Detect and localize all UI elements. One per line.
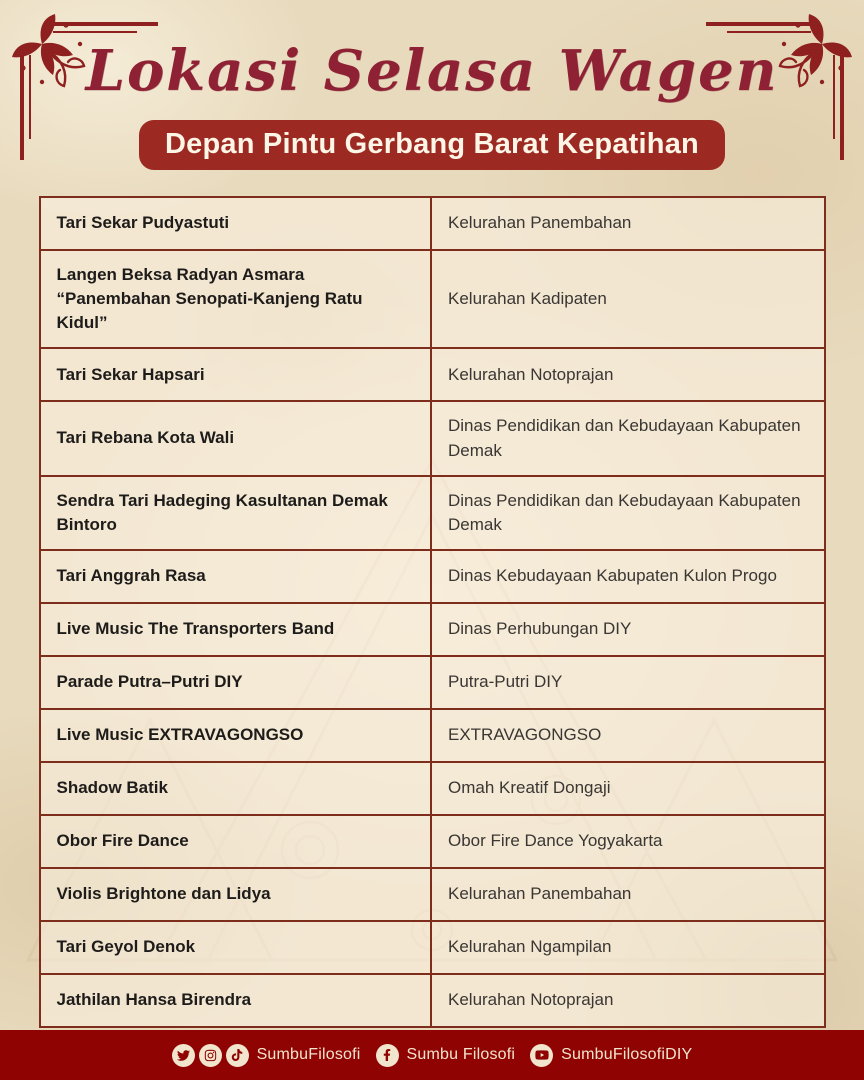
facebook-icon [376, 1044, 399, 1067]
performance-cell: Tari Sekar Hapsari [41, 349, 433, 400]
social-handle-label: SumbuFilosofi [256, 1046, 361, 1063]
organizer-cell: Kelurahan Panembahan [448, 884, 632, 904]
performance-cell: Langen Beksa Radyan Asmara “Panembahan Senopati-Kanjeng Ratu Kidul” [41, 251, 433, 347]
organizer-cell: Dinas Kebudayaan Kabupaten Kulon Progo [448, 566, 777, 586]
social-group-youtube [530, 1044, 692, 1067]
table-row [41, 349, 824, 402]
organizer-cell: EXTRAVAGONGSO [448, 725, 602, 745]
instagram-icon [199, 1044, 222, 1067]
table-row [41, 975, 824, 1026]
table-row [41, 763, 824, 816]
organizer-cell: Kelurahan Notoprajan [448, 990, 614, 1010]
performance-cell: Shadow Batik [41, 763, 433, 814]
performance-cell: Live Music The Transporters Band [41, 604, 433, 655]
organizer-cell: Dinas Perhubungan DIY [448, 619, 632, 639]
organizer-cell: Dinas Pendidikan dan Kebudayaan Kabupaten Demak [448, 490, 801, 534]
organizer-cell: Omah Kreatif Dongaji [448, 778, 611, 798]
youtube-icon [530, 1044, 553, 1067]
twitter-icon [172, 1044, 195, 1067]
table-row [41, 551, 824, 604]
table-row [41, 402, 824, 476]
social-group-facebook [376, 1044, 516, 1067]
schedule-table-body [41, 198, 824, 1026]
organizer-cell: Kelurahan Notoprajan [448, 364, 614, 384]
table-row [41, 657, 824, 710]
organizer-cell: Dinas Pendidikan dan Kebudayaan Kabupaten Demak [448, 416, 801, 460]
footer-social-bar [0, 1030, 864, 1080]
table-row [41, 604, 824, 657]
organizer-cell: Kelurahan Ngampilan [448, 937, 612, 957]
social-handle-label: SumbuFilosofiDIY [561, 1046, 693, 1063]
tiktok-icon [226, 1044, 249, 1067]
performance-cell: Sendra Tari Hadeging Kasultanan Demak Bintoro [41, 477, 433, 549]
social-group-main [172, 1044, 361, 1067]
schedule-table [39, 196, 826, 1028]
social-handle-label: Sumbu Filosofi [406, 1046, 516, 1063]
organizer-cell: Putra-Putri DIY [448, 672, 563, 692]
organizer-cell: Kelurahan Kadipaten [448, 289, 607, 309]
table-row [41, 251, 824, 349]
performance-cell: Violis Brightone dan Lidya [41, 869, 433, 920]
performance-cell: Live Music EXTRAVAGONGSO [41, 710, 433, 761]
table-row [41, 816, 824, 869]
social-icon-row [172, 1044, 249, 1067]
performance-cell: Tari Rebana Kota Wali [41, 402, 433, 474]
header [0, 36, 864, 170]
table-row [41, 710, 824, 763]
performance-cell: Parade Putra–Putri DIY [41, 657, 433, 708]
table-row [41, 477, 824, 551]
performance-cell: Tari Anggrah Rasa [41, 551, 433, 602]
performance-cell: Jathilan Hansa Birendra [41, 975, 433, 1026]
table-row [41, 922, 824, 975]
table-row [41, 198, 824, 251]
performance-cell: Obor Fire Dance [41, 816, 433, 867]
organizer-cell: Kelurahan Panembahan [448, 213, 632, 233]
performance-cell: Tari Sekar Pudyastuti [41, 198, 433, 249]
location-badge: Depan Pintu Gerbang Barat Kepatihan [139, 120, 725, 170]
page-title: Lokasi Selasa Wagen [85, 38, 779, 104]
organizer-cell: Obor Fire Dance Yogyakarta [448, 831, 663, 851]
table-row [41, 869, 824, 922]
performance-cell: Tari Geyol Denok [41, 922, 433, 973]
